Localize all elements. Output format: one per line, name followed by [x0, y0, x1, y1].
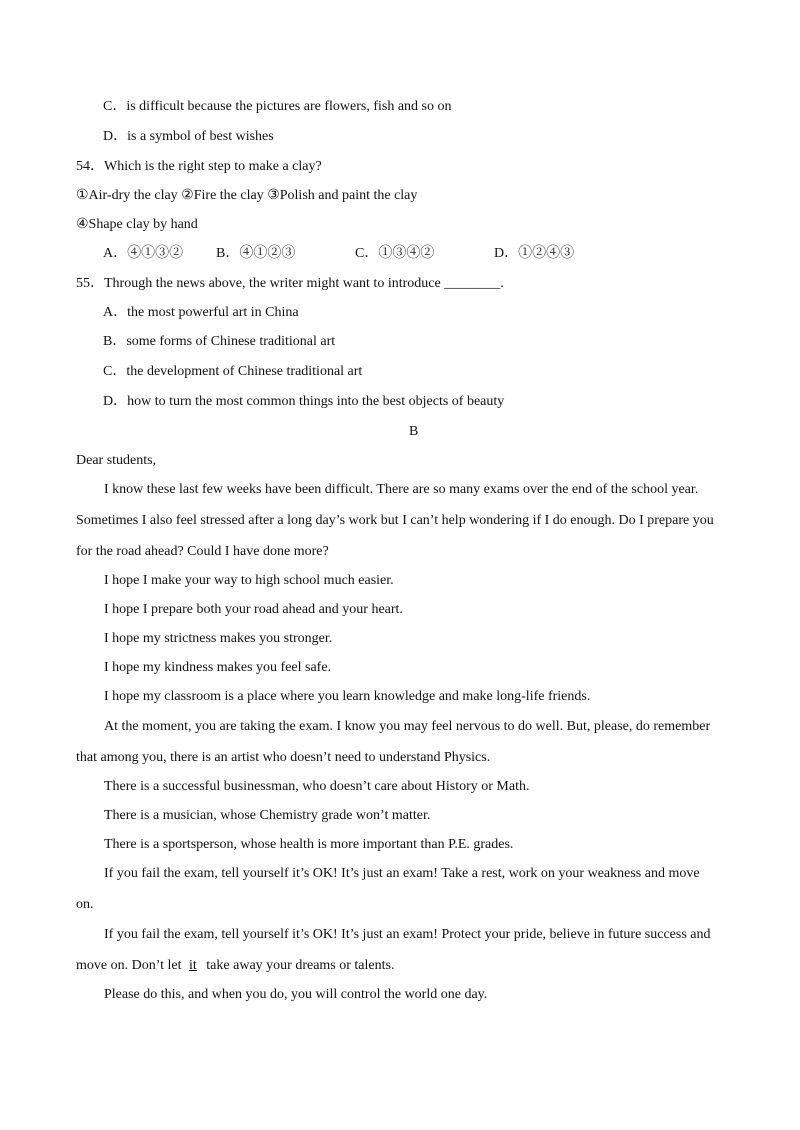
paragraph-12-line-1: If you fail the exam, tell yourself it’s OK! It’s just an exam! Protect your pride, believe in future success and [104, 927, 711, 942]
letter-greeting: Dear students, [76, 453, 157, 468]
q54-steps-line-1: ①Air-dry the clay ②Fire the clay ③Polish and paint the clay [76, 188, 418, 203]
q55-option-a: A．the most powerful art in China [103, 305, 299, 320]
paragraph-4: I hope my strictness makes you stronger. [104, 631, 333, 646]
q54-steps-line-2: ④Shape clay by hand [76, 217, 198, 232]
paragraph-3: I hope I prepare both your road ahead and your heart. [104, 602, 403, 617]
paragraph-10: There is a sportsperson, whose health is more important than P.E. grades. [104, 837, 514, 852]
paragraph-12-text-before: move on. Don’t let [76, 958, 182, 973]
q54-question: 54．Which is the right step to make a clay? [76, 159, 322, 174]
paragraph-11-line-1: If you fail the exam, tell yourself it’s OK! It’s just an exam! Take a rest, work on your weakness and move [104, 866, 700, 881]
paragraph-1-line-2: Sometimes I also feel stressed after a long day’s work but I can’t help wondering if I do enough. Do I prepare you [76, 513, 714, 528]
paragraph-5: I hope my kindness makes you feel safe. [104, 660, 332, 675]
paragraph-2: I hope I make your way to high school much easier. [104, 573, 394, 588]
paragraph-1-line-1: I know these last few weeks have been difficult. There are so many exams over the end of the school year. [104, 482, 699, 497]
q55-question: 55．Through the news above, the writer might want to introduce ________. [76, 276, 504, 291]
underlined-word-it: it [189, 958, 197, 973]
paragraph-6: I hope my classroom is a place where you learn knowledge and make long-life friends. [104, 689, 591, 704]
q55-option-c: C．the development of Chinese traditional art [103, 364, 363, 379]
passage-b-heading: B [409, 424, 419, 439]
paragraph-11-line-2: on. [76, 897, 94, 912]
q54-option-c: C．①③④② [355, 246, 435, 261]
paragraph-8: There is a successful businessman, who doesn’t care about History or Math. [104, 779, 530, 794]
q54-option-a: A．④①③② [103, 246, 184, 261]
q55-option-d: D．how to turn the most common things into the best objects of beauty [103, 394, 505, 409]
paragraph-9: There is a musician, whose Chemistry grade won’t matter. [104, 808, 431, 823]
q53-option-c: C．is difficult because the pictures are flowers, fish and so on [103, 99, 452, 114]
paragraph-13: Please do this, and when you do, you will control the world one day. [104, 987, 488, 1002]
paragraph-7-line-1: At the moment, you are taking the exam. I know you may feel nervous to do well. But, please, do remember [104, 719, 711, 734]
paragraph-12-text-after: take away your dreams or talents. [206, 958, 395, 973]
paragraph-7-line-2: that among you, there is an artist who doesn’t need to understand Physics. [76, 750, 491, 765]
q55-option-b: B．some forms of Chinese traditional art [103, 334, 336, 349]
paragraph-12-line-2 [76, 957, 394, 975]
q53-option-d: D．is a symbol of best wishes [103, 129, 274, 144]
paragraph-1-line-3: for the road ahead? Could I have done more? [76, 544, 329, 559]
q54-option-b: B．④①②③ [216, 246, 296, 261]
q54-option-d: D．①②④③ [494, 246, 575, 261]
